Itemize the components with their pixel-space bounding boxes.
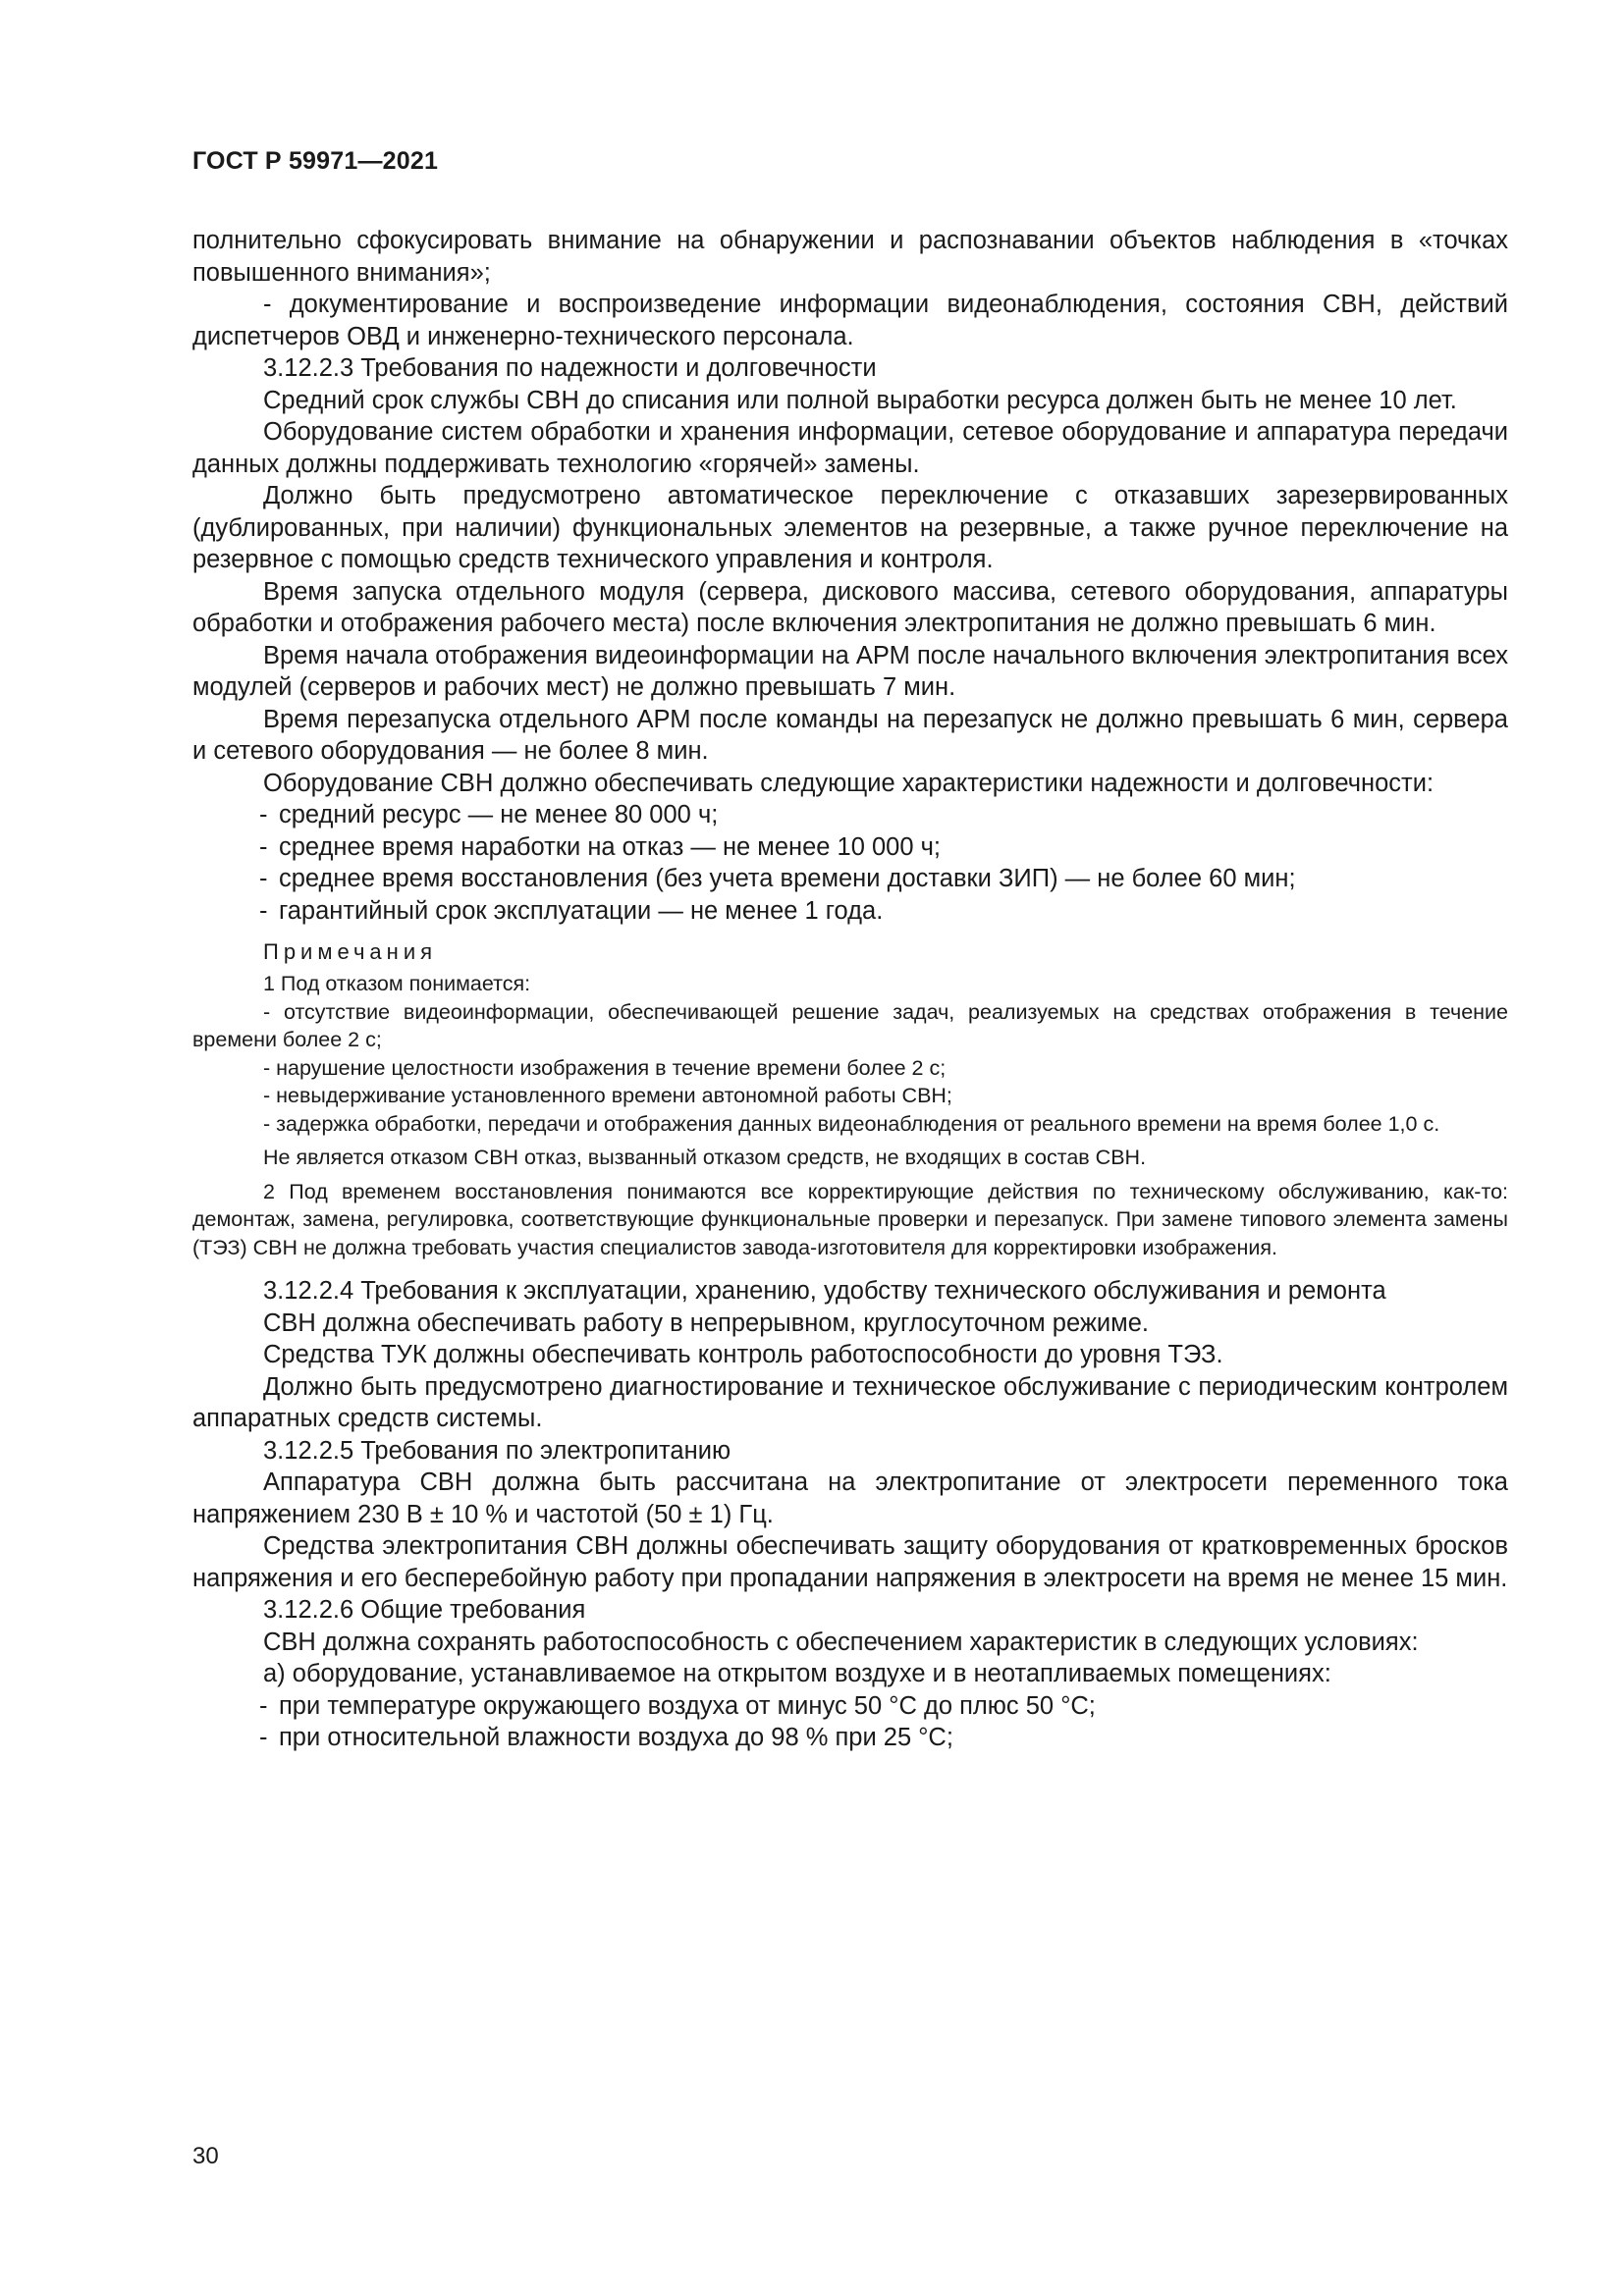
paragraph: СВН должна обеспечивать работу в непрерывном, круглосуточном режиме. bbox=[263, 1308, 1149, 1337]
list-item-text: гарантийный срок эксплуатации — не менее 1 года. bbox=[279, 896, 884, 925]
section-heading-3-12-2-4: 3.12.2.4 Требования к эксплуатации, хранению, удобству технического обслуживания и ремонта bbox=[263, 1277, 1386, 1305]
paragraph: Оборудование СВН должно обеспечивать следующие характеристики надежности и долговечности: bbox=[263, 769, 1435, 797]
list-item: - среднее время восстановления (без учета времени доставки ЗИП) — не более 60 мин; bbox=[259, 865, 1296, 892]
note-paragraph: 2 Под временем восстановления понимаются все корректирующие действия по техническому обслуживанию, как-то: демонтаж, замена, регулировка, соответствующие функциональные проверки и перезапуск. При замене типового элемента замены (ТЭЗ) СВН не должна требовать участия специалистов завода-изготовителя для корректировки изображения. bbox=[192, 1179, 1508, 1259]
page-number: 30 bbox=[192, 2143, 219, 2169]
list-item: - гарантийный срок эксплуатации — не менее 1 года. bbox=[259, 896, 884, 925]
paragraph: а) оборудование, устанавливаемое на открытом воздухе и в неотапливаемых помещениях: bbox=[263, 1660, 1331, 1687]
note-paragraph: 1 Под отказом понимается: bbox=[263, 972, 531, 995]
paragraph: Должно быть предусмотрено диагностирование и техническое обслуживание с периодическим контролем аппаратных средств системы. bbox=[192, 1372, 1508, 1432]
note-paragraph: - нарушение целостности изображения в течение времени более 2 с; bbox=[263, 1055, 947, 1080]
paragraph: Средства электропитания СВН должны обеспечивать защиту оборудования от кратковременных бросков напряжения и его бесперебойную работу при пропадании напряжения в электросети на время не менее 15 мин. bbox=[192, 1532, 1508, 1592]
section-heading-3-12-2-6: 3.12.2.6 Общие требования bbox=[263, 1596, 586, 1624]
notes-heading: Примечания bbox=[263, 939, 438, 964]
paragraph: СВН должна сохранять работоспособность с обеспечением характеристик в следующих условиях: bbox=[263, 1628, 1419, 1656]
paragraph: Оборудование систем обработки и хранения информации, сетевое оборудование и аппаратура передачи данных должны поддерживать технологию «горячей» замены. bbox=[192, 418, 1508, 478]
paragraph: Время начала отображения видеоинформации на АРМ после начального включения электропитания всех модулей (серверов и рабочих мест) не должно превышать 7 мин. bbox=[192, 641, 1508, 701]
list-item: - при температуре окружающего воздуха от минус 50 °С до плюс 50 °С; bbox=[259, 1691, 1096, 1720]
page-body bbox=[192, 225, 1508, 1754]
section-heading-3-12-2-5: 3.12.2.5 Требования по электропитанию bbox=[263, 1436, 731, 1465]
list-item: - средний ресурс — не менее 80 000 ч; bbox=[259, 801, 719, 828]
list-item-text: средний ресурс — не менее 80 000 ч; bbox=[279, 801, 719, 828]
paragraph: Должно быть предусмотрено автоматическое переключение с отказавших зарезервированных (дублированных, при наличии) функциональных элементов на резервные, а также ручное переключение на резервное с помощью средств технического управления и контроля. bbox=[192, 482, 1508, 573]
paragraph: Время перезапуска отдельного АРМ после команды на перезапуск не должно превышать 6 мин, сервера и сетевого оборудования — не более 8 мин. bbox=[192, 705, 1508, 765]
list-item-text: среднее время восстановления (без учета времени доставки ЗИП) — не более 60 мин; bbox=[279, 865, 1296, 892]
list-item: - при относительной влажности воздуха до 98 % при 25 °С; bbox=[259, 1724, 953, 1751]
note-paragraph: Не является отказом СВН отказ, вызванный отказом средств, не входящих в состав СВН. bbox=[263, 1146, 1147, 1169]
note-paragraph: - отсутствие видеоинформации, обеспечивающей решение задач, реализуемых на средствах отображения в течение времени более 2 с; bbox=[192, 999, 1508, 1051]
note-paragraph: - невыдерживание установленного времени автономной работы СВН; bbox=[263, 1084, 952, 1107]
list-item-text: при температуре окружающего воздуха от минус 50 °С до плюс 50 °С; bbox=[279, 1691, 1096, 1720]
document-header: ГОСТ Р 59971—2021 bbox=[192, 147, 439, 175]
paragraph: Средства ТУК должны обеспечивать контроль работоспособности до уровня ТЭЗ. bbox=[263, 1341, 1223, 1368]
paragraph: - документирование и воспроизведение информации видеонаблюдения, состояния СВН, действий диспетчеров ОВД и инженерно-технического персонала. bbox=[192, 291, 1508, 350]
list-item-text: среднее время наработки на отказ — не менее 10 000 ч; bbox=[279, 832, 941, 861]
list-item-text: при относительной влажности воздуха до 98 % при 25 °С; bbox=[279, 1724, 953, 1751]
note-paragraph: - задержка обработки, передачи и отображения данных видеонаблюдения от реального времени на время более 1,0 с. bbox=[263, 1111, 1440, 1136]
paragraph: Аппаратура СВН должна быть рассчитана на электропитание от электросети переменного тока напряжением 230 В ± 10 % и частотой (50 ± 1) Гц. bbox=[192, 1468, 1508, 1528]
list-item: - среднее время наработки на отказ — не менее 10 000 ч; bbox=[259, 832, 941, 861]
paragraph: полнительно сфокусировать внимание на обнаружении и распознавании объектов наблюдения в «точках повышенного внимания»; bbox=[192, 227, 1508, 287]
paragraph: Средний срок службы СВН до списания или полной выработки ресурса должен быть не менее 10 лет. bbox=[263, 386, 1457, 414]
paragraph: Время запуска отдельного модуля (сервера, дискового массива, сетевого оборудования, аппаратуры обработки и отображения рабочего места) после включения электропитания не должно превышать 6 мин. bbox=[192, 577, 1508, 637]
section-heading-3-12-2-3: 3.12.2.3 Требования по надежности и долговечности bbox=[263, 354, 877, 382]
